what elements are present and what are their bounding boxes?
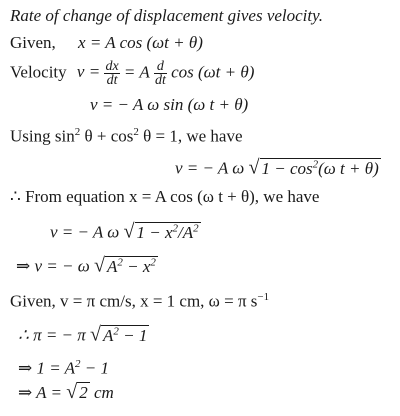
identity-line <box>10 122 243 147</box>
superscript: 2 <box>113 325 119 337</box>
heading-line <box>10 6 323 26</box>
velocity-sin-equation: v = − A ω sin (ω t + θ) <box>90 95 249 114</box>
radicand-part-1: A <box>103 325 114 345</box>
pi-equation-prefix: ∴ π = − π <box>18 325 86 345</box>
velocity-label: Velocity <box>10 62 67 82</box>
from-equation-line <box>10 187 319 207</box>
velocity-v: v = <box>76 62 101 82</box>
given-equation: x = A cos (ωt + θ) <box>78 33 203 52</box>
radical-sign: √ <box>66 381 78 403</box>
identity-part-3: θ = 1, we have <box>143 126 243 146</box>
result-line <box>18 382 114 403</box>
a-squared-line <box>18 354 109 379</box>
superscript: 2 <box>193 222 199 234</box>
velocity-sin-line <box>90 95 248 115</box>
pi-equation-line <box>18 321 149 346</box>
fraction-dx-dt <box>104 60 119 87</box>
superscript: 2 <box>74 126 81 138</box>
a-squared-prefix: ⇒ 1 = A <box>18 358 76 378</box>
fraction-numerator: dx <box>105 59 119 74</box>
superscript: 2 <box>312 158 319 170</box>
square-root <box>90 321 149 346</box>
superscript: 2 <box>117 256 123 268</box>
velocity-cos: cos (ωt + θ) <box>171 62 255 82</box>
square-root <box>94 252 158 277</box>
velocity-omega-line <box>16 252 158 277</box>
radical-sign: √ <box>94 254 105 277</box>
radicand-part-1: 1 − x <box>136 222 173 242</box>
radicand-part-2: (ω t + θ) <box>318 158 379 178</box>
radical-sign: √ <box>90 323 102 346</box>
given-values-line <box>10 287 269 312</box>
given-label: Given, <box>10 33 56 52</box>
given-values-text: Given, v = π cm/s, x = 1 cm, ω = π s <box>10 291 258 311</box>
fraction-denominator: dt <box>106 73 118 88</box>
radicand: 2 <box>79 383 88 402</box>
fraction-d-dt <box>154 60 167 87</box>
identity-part-2: θ + cos <box>84 126 134 146</box>
result-prefix: ⇒ A = <box>18 383 62 402</box>
superscript: 2 <box>133 126 139 138</box>
radicand-part-2: /A <box>178 222 194 242</box>
velocity-eq-a: = A <box>123 62 150 82</box>
radical-sign: √ <box>123 220 135 243</box>
velocity-root-prefix: v = − A ω <box>175 158 245 178</box>
fraction-denominator: dt <box>154 73 166 88</box>
superscript: 2 <box>150 256 156 268</box>
velocity-x-prefix: v = − A ω <box>50 222 120 242</box>
given-line <box>10 33 203 53</box>
radicand-part-1: 1 − cos <box>261 158 313 178</box>
square-root <box>66 382 89 403</box>
velocity-omega-prefix: ⇒ v = − ω <box>16 256 90 276</box>
velocity-root-line <box>175 154 381 179</box>
result-unit: cm <box>89 383 114 402</box>
radicand-part-1: A <box>106 256 118 276</box>
from-equation-text: ∴ From equation x = A cos (ω t + θ), we have <box>10 187 320 206</box>
superscript: 2 <box>75 358 81 370</box>
square-root <box>249 154 381 179</box>
fraction-numerator: d <box>154 60 167 74</box>
radicand-part-2: − 1 <box>118 325 148 345</box>
radicand-part-2: − x <box>122 256 151 276</box>
superscript: 2 <box>172 222 179 234</box>
velocity-x-line <box>50 218 201 243</box>
identity-part-1: Using sin <box>10 126 75 146</box>
a-squared-suffix: − 1 <box>80 358 110 378</box>
square-root <box>124 218 201 243</box>
velocity-line <box>10 60 254 87</box>
radical-sign: √ <box>248 156 260 179</box>
heading-text: Rate of change of displacement gives velocity. <box>10 6 323 25</box>
superscript: −1 <box>257 291 270 303</box>
